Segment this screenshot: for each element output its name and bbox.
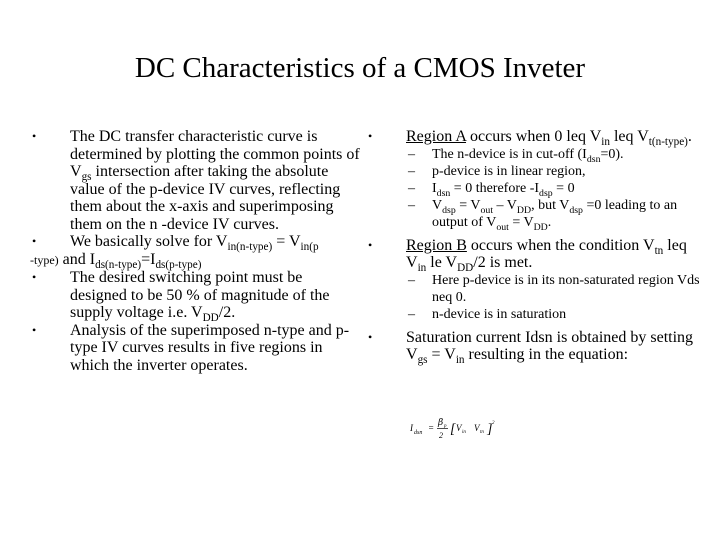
bullet-text: The desired switching point must be designed to be 50 % of magnitude of the supply voltage i.e. $V_{DD}/2$. — [70, 269, 330, 325]
right-column — [366, 128, 710, 367]
bullet-icon: • — [32, 270, 37, 284]
svg-text:2: 2 — [492, 421, 495, 426]
svg-text:in: in — [462, 430, 466, 435]
sub-list-item — [366, 163, 710, 180]
dash-icon: – — [408, 272, 415, 288]
bullet-text: Region B occurs when the condition $V_{tn}$ leq $V_{in}$ le $V_{DD}/2$ is met. — [406, 236, 687, 275]
sub-bullet-text: $I_{dsn} = 0$ therefore $-I_{dsp} = 0$ — [432, 180, 575, 199]
dash-icon: – — [408, 146, 415, 162]
bullet-icon: • — [368, 237, 373, 252]
svg-text:]: ] — [487, 422, 493, 437]
bullet-icon: • — [368, 329, 373, 344]
bullet-icon: • — [32, 322, 37, 337]
bullet-text: Analysis of the superimposed n-type and p-type IV curves results in five regions in which the inverter operates. — [70, 321, 350, 374]
list-item — [30, 233, 360, 269]
list-item-saturation — [366, 328, 710, 367]
dash-icon: – — [408, 163, 415, 179]
sub-bullet-text: $V_{dsp} = V_{out} - V_{DD}$, but $V_{dsp} =0$ leading to an output of $V_{out} = V_{DD}$. — [432, 197, 678, 233]
list-item — [30, 128, 360, 233]
bullet-icon: • — [32, 234, 37, 248]
svg-text:[: [ — [450, 422, 456, 437]
svg-text:=: = — [428, 423, 435, 433]
list-item-region-b — [366, 236, 710, 275]
saturation-current-equation-image — [408, 414, 508, 442]
svg-text:V: V — [474, 423, 480, 433]
left-bullet-list — [30, 128, 360, 374]
equation-graphic — [408, 414, 508, 442]
svg-text:dsn: dsn — [414, 430, 423, 436]
list-item — [30, 322, 360, 375]
dash-icon: – — [408, 180, 415, 196]
svg-text:V: V — [456, 423, 462, 433]
svg-text:2: 2 — [439, 431, 443, 440]
right-bullet-list — [366, 128, 710, 367]
left-column — [30, 128, 360, 374]
list-item — [30, 269, 360, 325]
sub-list-item — [366, 197, 710, 231]
sub-list-item — [366, 272, 710, 306]
bullet-icon: • — [32, 129, 37, 143]
sub-list-item — [366, 146, 710, 163]
svg-text:β: β — [438, 418, 444, 428]
svg-text:p: p — [444, 424, 447, 429]
svg-text:tn: tn — [480, 430, 484, 435]
dash-icon: – — [408, 197, 415, 213]
dash-icon: – — [408, 306, 415, 322]
sub-bullet-text: n-device is in saturation — [432, 306, 567, 322]
sub-list-item — [366, 180, 710, 197]
sub-list-item — [366, 306, 710, 323]
bullet-text: The DC transfer characteristic curve is determined by plotting the common points of $V_{gs}$ intersection after taking the absolute value of the p-device IV curves, reflecting them about the x-axis and superimposing them on the n -device IV curves. — [70, 128, 360, 233]
slide-title: DC Characteristics of a CMOS Inveter — [134, 52, 586, 84]
bullet-text: We basically solve for $V_{in(n-type)} = V_{in(p}$ -type) and $I_{ds(n-type)}=I_{ds(p-type)}$ — [30, 233, 319, 271]
svg-text:I: I — [410, 423, 413, 433]
list-item-region-a — [366, 128, 710, 149]
sub-bullet-text: Here p-device is in its non-saturated region Vds neq 0. — [432, 272, 700, 305]
sub-bullet-text: The n-device is in cut-off $(I_{dsn}=0)$. — [432, 146, 624, 165]
bullet-text: Saturation current Idsn is obtained by setting $V_{gs} = V_{in}$ resulting in the equation: — [406, 328, 694, 367]
bullet-icon: • — [368, 129, 373, 143]
sub-bullet-text: p-device is in linear region, — [432, 163, 586, 179]
bullet-text: Region A occurs when 0 leq $V_{in}$ leq $V_{t(n-type)}$. — [406, 128, 692, 149]
